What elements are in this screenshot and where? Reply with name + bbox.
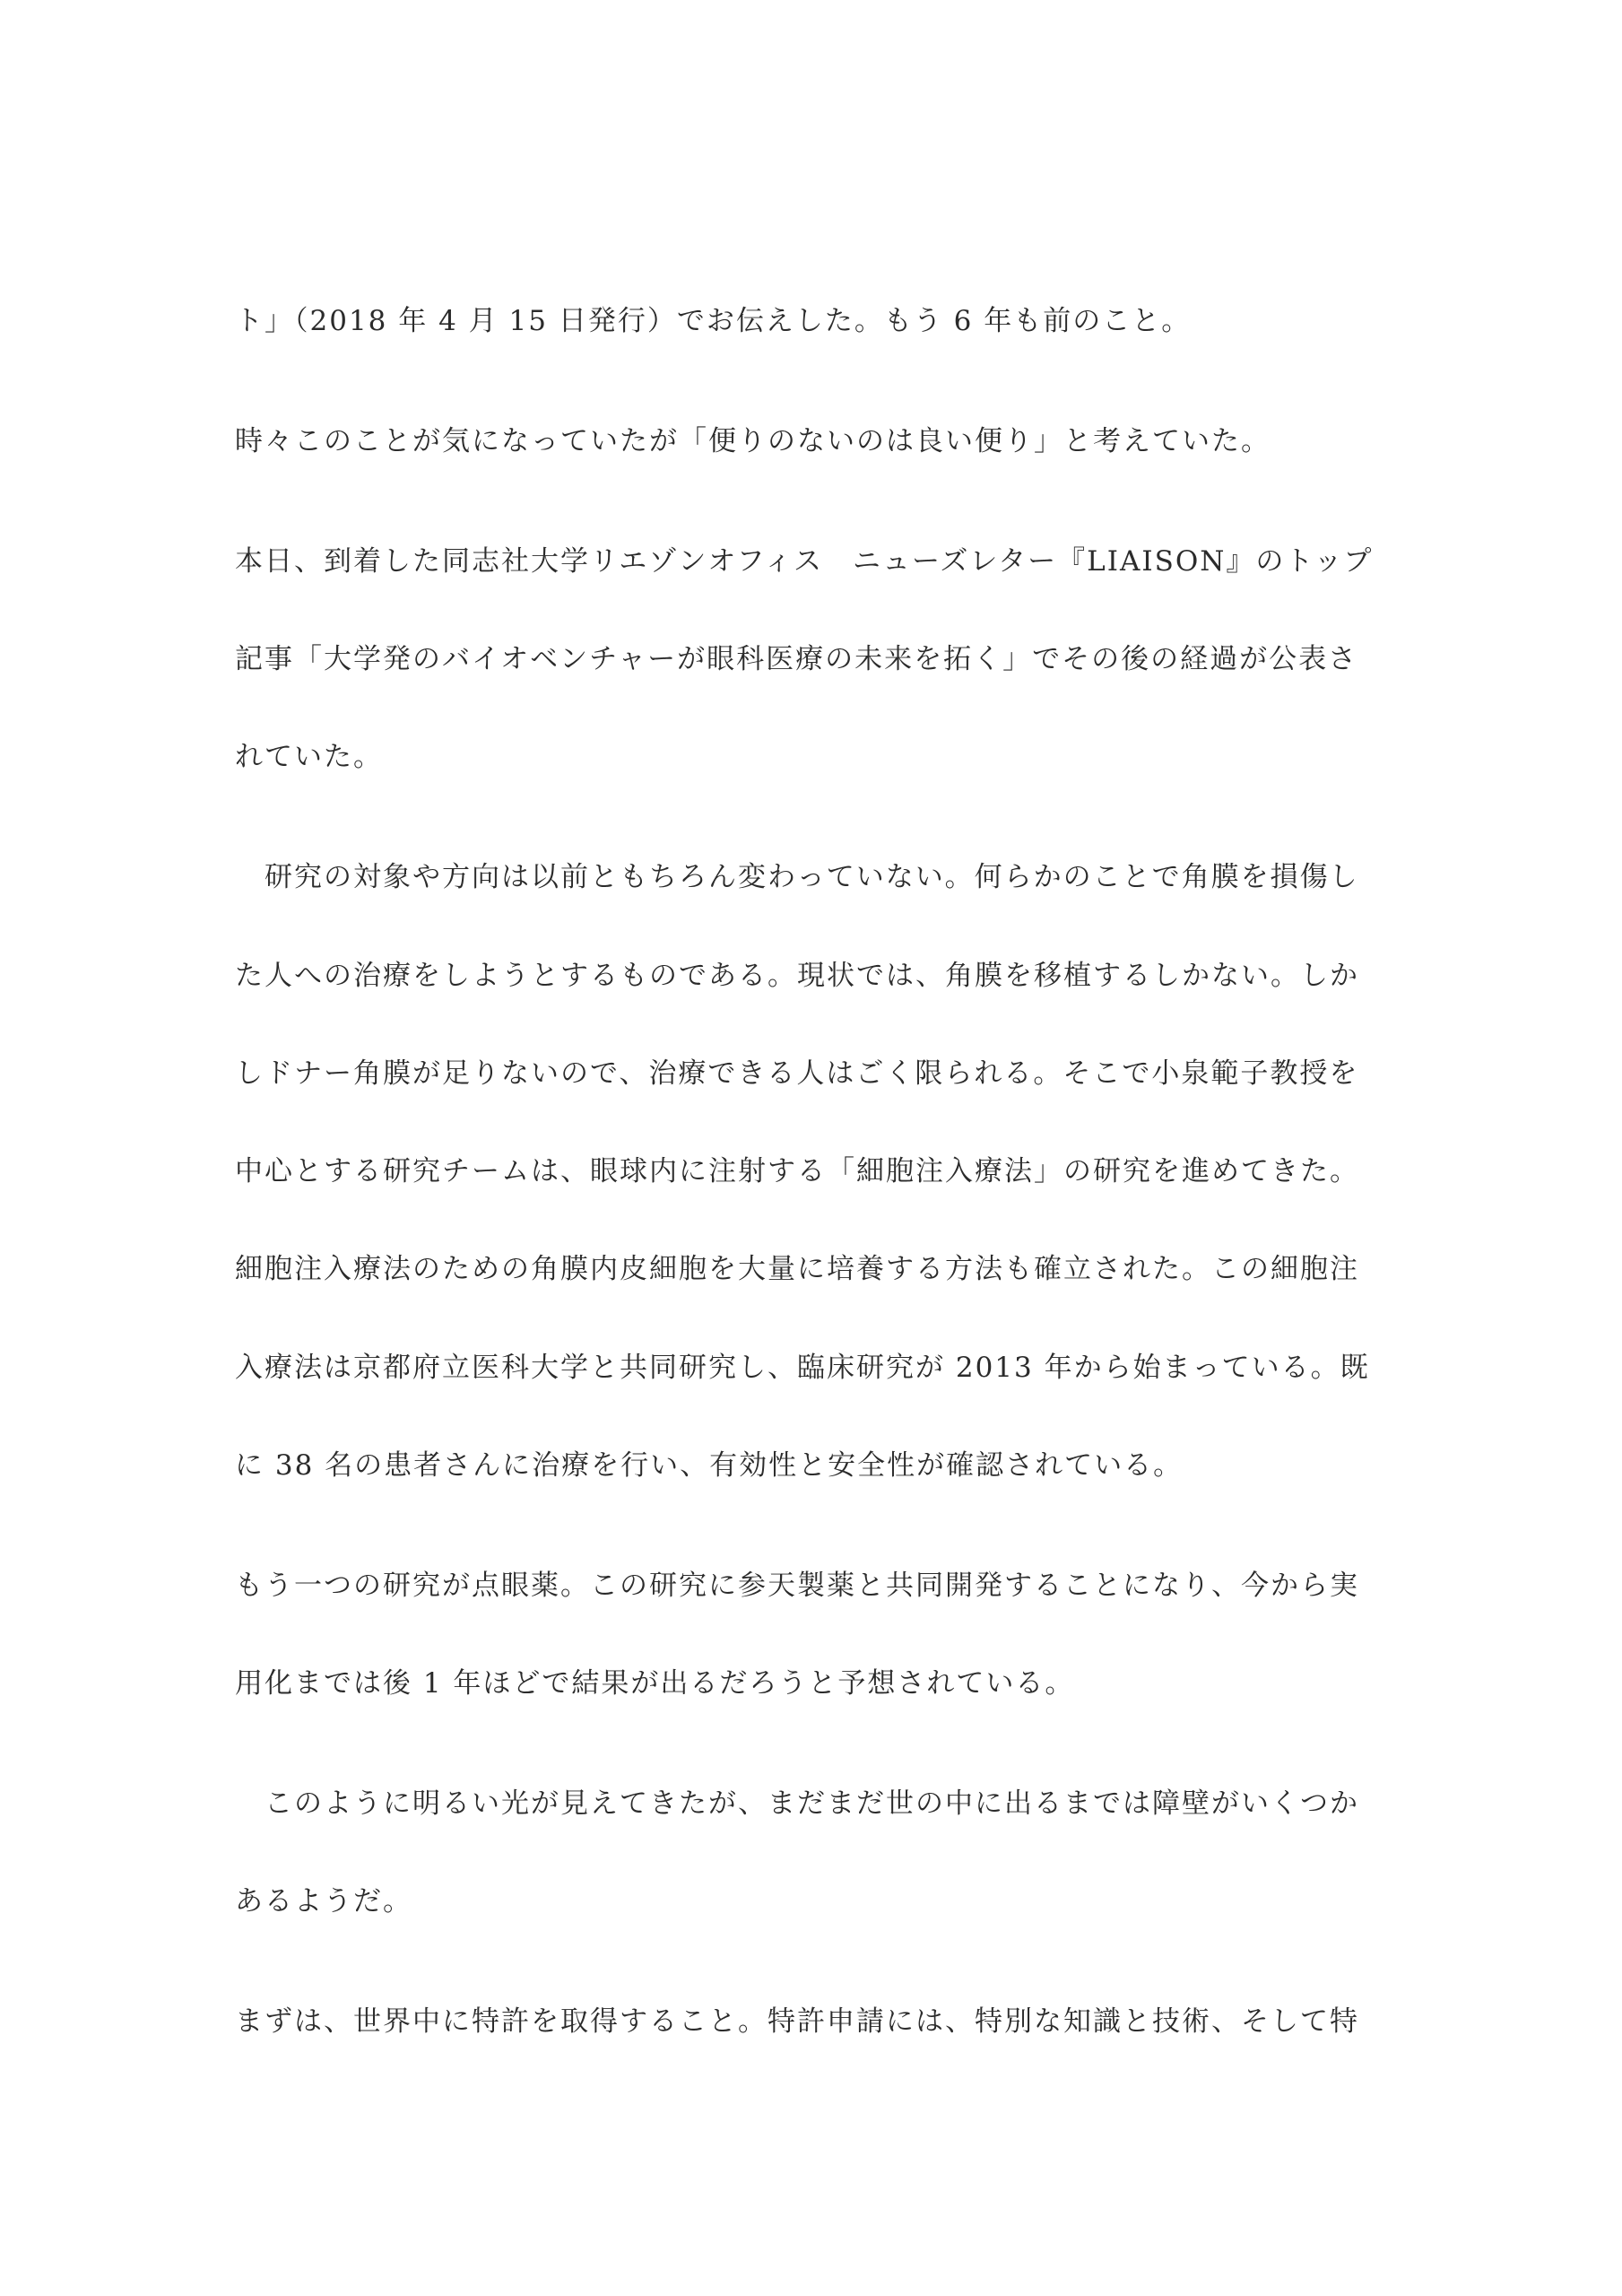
text-line: あるようだ。 (235, 1885, 412, 1918)
text-line: 本日、到着した同志社大学リエゾンオフィス ニューズレター『LIAISON』のトップ (235, 545, 1374, 578)
text-line: た人への治療をしようとするものである。現状では、角膜を移植するしかない。しか (235, 960, 1359, 992)
text-line: 細胞注入療法のための角膜内皮細胞を大量に培養する方法も確立された。この細胞注 (235, 1253, 1359, 1285)
text-line: ト」（2018 年 4 月 15 日発行）でお伝えした。もう 6 年も前のこと。 (235, 305, 1192, 337)
text-line: 中心とする研究チームは、眼球内に注射する「細胞注入療法」の研究を進めてきた。 (235, 1155, 1359, 1187)
text-line: もう一つの研究が点眼薬。この研究に参天製薬と共同開発することになり、今から実 (235, 1570, 1359, 1602)
text-line: 時々このことが気になっていたが「便りのないのは良い便り」と考えていた。 (235, 425, 1271, 457)
text-line: まずは、世界中に特許を取得すること。特許申請には、特別な知識と技術、そして特 (235, 2005, 1359, 2038)
text-line: しドナー角膜が足りないので、治療できる人はごく限られる。そこで小泉範子教授を (235, 1057, 1359, 1090)
text-line: 研究の対象や方向は以前ともちろん変わっていない。何らかのことで角膜を損傷し (235, 861, 1359, 893)
text-line: 記事「大学発のバイオベンチャーが眼科医療の未来を拓く」でその後の経過が公表さ (235, 643, 1358, 675)
text-line: に 38 名の患者さんに治療を行い、有効性と安全性が確認されている。 (235, 1449, 1184, 1482)
text-line: れていた。 (235, 741, 383, 773)
text-line: 用化までは後 1 年ほどで結果が出るだろうと予想されている。 (235, 1667, 1075, 1700)
text-line: 入療法は京都府立医科大学と共同研究し、臨床研究が 2013 年から始まっている。既 (235, 1352, 1370, 1384)
text-line: このように明るい光が見えてきたが、まだまだ世の中に出るまでは障壁がいくつか (235, 1787, 1359, 1820)
